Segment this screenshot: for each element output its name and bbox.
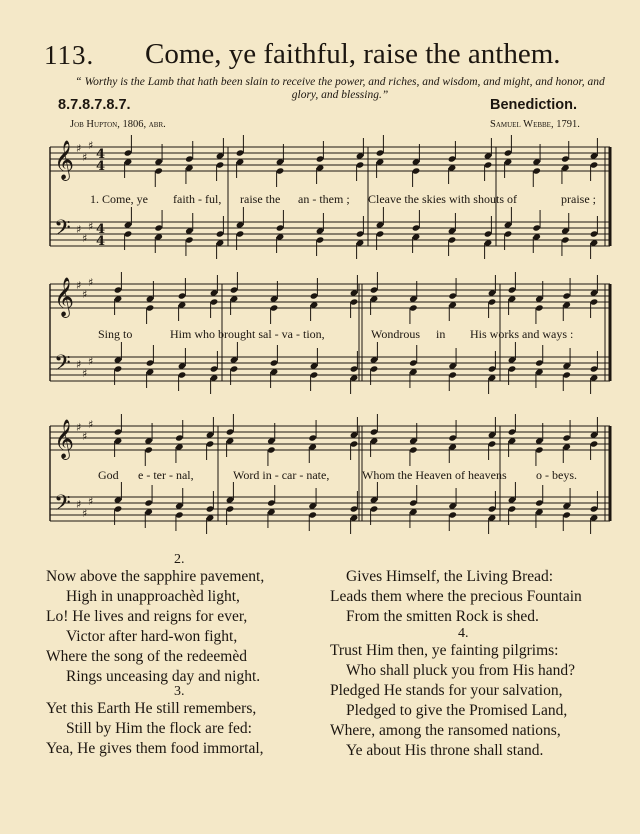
sharp-sign: ♯ [76, 223, 82, 236]
lyric-segment: praise ; [561, 192, 596, 206]
lyric-segment: 1. Come, ye [90, 192, 148, 206]
stanza-line: High in unapproachèd light, [66, 588, 240, 605]
sharp-sign: ♯ [76, 498, 82, 511]
epigraph: “ Worthy is the Lamb that hath been slain to receive the power, and riches, and wisdom, and might, and honor, and glory, and blessing.” [75, 76, 605, 101]
time-signature-digit: 4 [96, 234, 106, 249]
lyric-segment: Cleave the skies with shouts of [368, 192, 517, 206]
hymn-number: 113. [44, 40, 95, 70]
sharp-sign: ♯ [88, 495, 94, 508]
lyric-segment: His works and ways : [470, 327, 574, 341]
meter: 8.7.8.7.8.7. [58, 97, 131, 113]
sharp-sign: ♯ [88, 418, 94, 431]
bass-clef: 𝄢 [54, 351, 71, 381]
lyric-segment: God [98, 468, 119, 482]
stanza-line: Where, among the ransomed nations, [330, 722, 561, 739]
stanza-line: Lo! He lives and reigns for ever, [46, 608, 248, 625]
stanza-line: Where the song of the redeemèd [46, 648, 247, 665]
composer-credit: Samuel Webbe, 1791. [490, 119, 580, 130]
stanza-line: From the smitten Rock is shed. [346, 608, 539, 625]
tune-name: Benediction. [490, 97, 578, 113]
lyric-segment: e - ter - nal, [138, 468, 194, 482]
lyric-segment: Him who brought sal - va - tion, [170, 327, 325, 341]
stanza-line: Now above the sapphire pavement, [46, 568, 265, 585]
sharp-sign: ♯ [76, 142, 82, 155]
bass-clef: 𝄢 [54, 491, 71, 521]
stanza-line: Pledged to give the Promised Land, [346, 702, 568, 719]
lyric-segment: faith - ful, [173, 192, 222, 206]
stanza-line: Leads them where the precious Fountain [330, 588, 582, 605]
stanza-line: Yea, He gives them food immortal, [46, 740, 264, 757]
stanza-line: Gives Himself, the Living Bread: [346, 568, 554, 585]
sharp-sign: ♯ [82, 151, 88, 164]
time-signature-digit: 4 [96, 147, 106, 162]
sharp-sign: ♯ [82, 288, 88, 301]
lyric-segment: raise the [240, 192, 281, 206]
lyric-segment: Sing to [98, 327, 133, 341]
stanza-line: Trust Him then, ye fainting pilgrims: [330, 642, 559, 659]
stanza-line: Rings unceasing day and night. [66, 668, 261, 685]
stanza-line: Yet this Earth He still remembers, [46, 700, 257, 717]
treble-clef: 𝄞 [54, 277, 75, 317]
sharp-sign: ♯ [76, 358, 82, 371]
sharp-sign: ♯ [88, 139, 94, 152]
treble-clef: 𝄞 [54, 419, 75, 459]
treble-clef: 𝄞 [54, 140, 75, 180]
stanza-line: Pledged He stands for your salvation, [330, 682, 563, 699]
author-credit: Job Hupton, 1806, abr. [70, 119, 166, 130]
stanza-line: Still by Him the flock are fed: [66, 720, 252, 737]
stanza-number: 3. [174, 684, 185, 699]
lyric-segment: Whom the Heaven of heavens [362, 468, 507, 482]
hymn-title: Come, ye faithful, raise the anthem. [145, 38, 561, 70]
time-signature-digit: 4 [96, 159, 106, 174]
bass-clef: 𝄢 [54, 216, 71, 246]
sharp-sign: ♯ [76, 421, 82, 434]
stanza-line: Ye about His throne shall stand. [346, 742, 544, 759]
sharp-sign: ♯ [76, 279, 82, 292]
sharp-sign: ♯ [88, 276, 94, 289]
stanza-line: Who shall pluck you from His hand? [346, 662, 576, 679]
sharp-sign: ♯ [82, 367, 88, 380]
lyric-segment: Wondrous [371, 327, 421, 341]
lyric-segment: in [436, 327, 446, 341]
lyric-segment: an - them ; [298, 192, 350, 206]
stanza-number: 4. [458, 626, 469, 641]
lyric-segment: Word in - car - nate, [233, 468, 330, 482]
sharp-sign: ♯ [88, 355, 94, 368]
lyric-segment: o - beys. [536, 468, 577, 482]
stanza-line: Victor after hard-won fight, [66, 628, 238, 645]
time-signature-digit: 4 [96, 222, 106, 237]
stanza-number: 2. [174, 552, 185, 567]
sharp-sign: ♯ [82, 232, 88, 245]
sharp-sign: ♯ [88, 220, 94, 233]
sharp-sign: ♯ [82, 507, 88, 520]
sharp-sign: ♯ [82, 430, 88, 443]
